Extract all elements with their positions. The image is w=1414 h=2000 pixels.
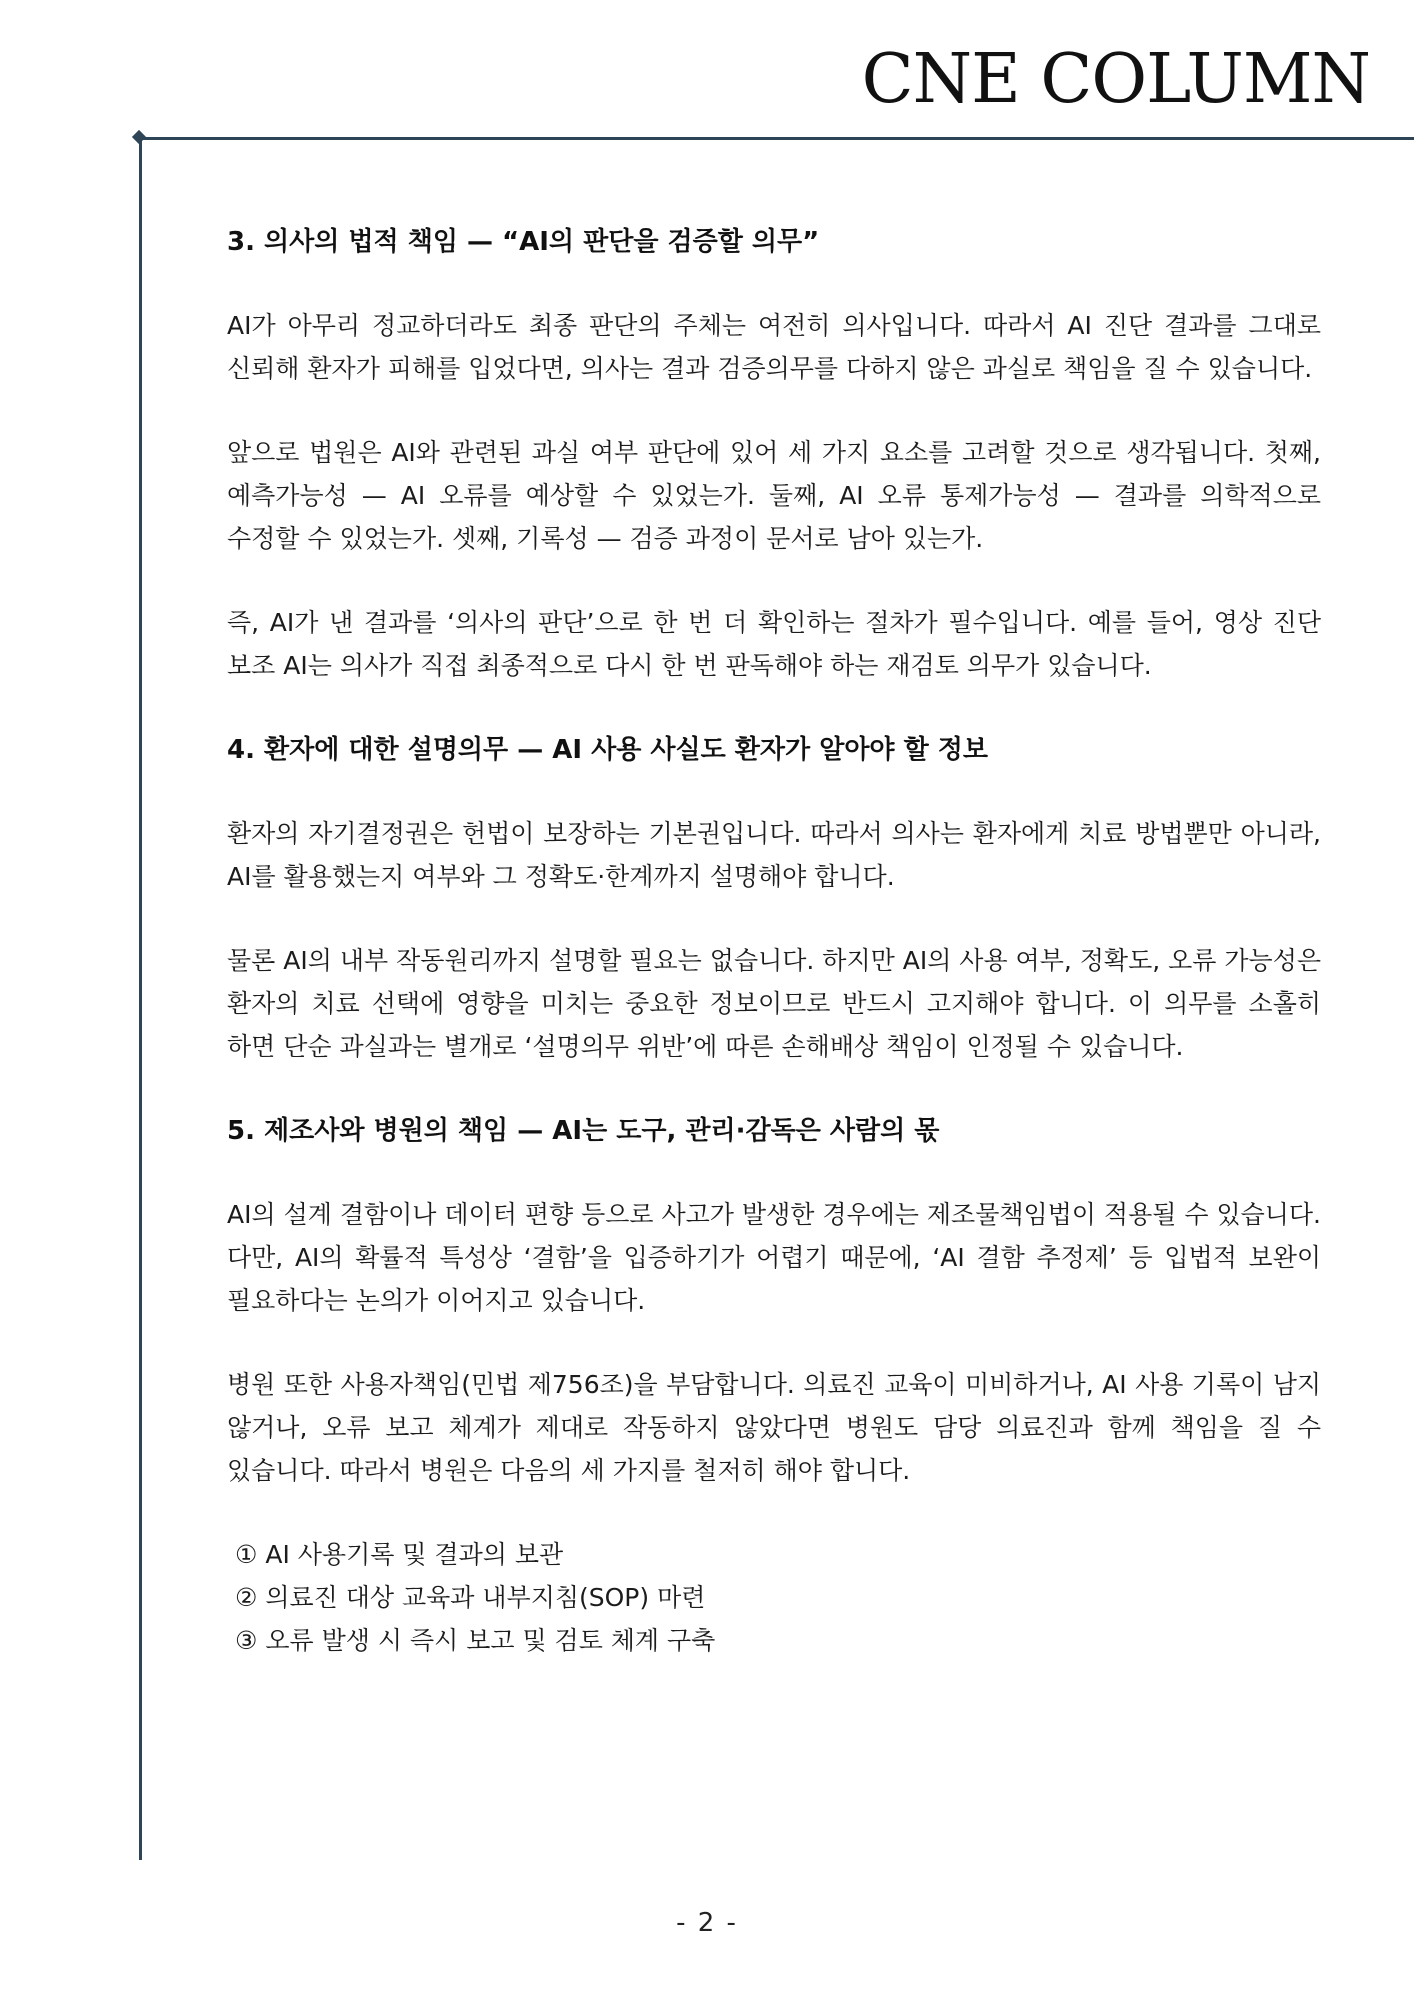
section-heading: 4. 환자에 대한 설명의무 — AI 사용 사실도 환자가 알아야 할 정보: [227, 735, 989, 765]
margin-rule: [139, 138, 142, 1860]
article-body: [227, 220, 1321, 1662]
masthead-title: CNE COLUMN: [861, 40, 1370, 119]
paragraph: AI가 아무리 정교하더라도 최종 판단의 주체는 여전히 의사입니다. 따라서 AI 진단 결과를 그대로 신뢰해 환자가 피해를 입었다면, 의사는 결과 검증의무를 다하지 않은 과실로 책임을 질 수 있습니다.: [227, 311, 1321, 383]
list-item: ① AI 사용기록 및 결과의 보관: [235, 1540, 564, 1569]
list-item: ③ 오류 발생 시 즉시 보고 및 검토 체계 구축: [235, 1626, 716, 1655]
hospital-duties-list: [227, 1533, 1321, 1662]
section-heading: 3. 의사의 법적 책임 — “AI의 판단을 검증할 의무”: [227, 227, 820, 257]
list-item: ② 의료진 대상 교육과 내부지침(SOP) 마련: [235, 1583, 706, 1612]
section-5: [227, 1109, 1321, 1662]
paragraph: 즉, AI가 낸 결과를 ‘의사의 판단’으로 한 번 더 확인하는 절차가 필수입니다. 예를 들어, 영상 진단 보조 AI는 의사가 직접 최종적으로 다시 한 번 판독해야 하는 재검토 의무가 있습니다.: [227, 608, 1321, 680]
paragraph: 병원 또한 사용자책임(민법 제756조)을 부담합니다. 의료진 교육이 미비하거나, AI 사용 기록이 남지 않거나, 오류 보고 체계가 제대로 작동하지 않았다면 병원도 담당 의료진과 함께 책임을 질 수 있습니다. 따라서 병원은 다음의 세 가지를 철저히 해야 합니다.: [227, 1370, 1321, 1485]
header-rule: [140, 137, 1414, 140]
section-4: [227, 728, 1321, 1068]
page-number: - 2 -: [676, 1908, 738, 1938]
rule-corner-ornament: [132, 130, 146, 144]
paragraph: 환자의 자기결정권은 헌법이 보장하는 기본권입니다. 따라서 의사는 환자에게 치료 방법뿐만 아니라, AI를 활용했는지 여부와 그 정확도·한계까지 설명해야 합니다.: [227, 819, 1321, 891]
paragraph: 앞으로 법원은 AI와 관련된 과실 여부 판단에 있어 세 가지 요소를 고려할 것으로 생각됩니다. 첫째, 예측가능성 — AI 오류를 예상할 수 있었는가. 둘째, AI 오류 통제가능성 — 결과를 의학적으로 수정할 수 있었는가. 셋째, 기록성 — 검증 과정이 문서로 남아 있는가.: [227, 438, 1321, 553]
paragraph: 물론 AI의 내부 작동원리까지 설명할 필요는 없습니다. 하지만 AI의 사용 여부, 정확도, 오류 가능성은 환자의 치료 선택에 영향을 미치는 중요한 정보이므로 반드시 고지해야 합니다. 이 의무를 소홀히 하면 단순 과실과는 별개로 ‘설명의무 위반’에 따른 손해배상 책임이 인정될 수 있습니다.: [227, 946, 1321, 1061]
section-heading: 5. 제조사와 병원의 책임 — AI는 도구, 관리·감독은 사람의 몫: [227, 1116, 940, 1146]
paragraph: AI의 설계 결함이나 데이터 편향 등으로 사고가 발생한 경우에는 제조물책임법이 적용될 수 있습니다. 다만, AI의 확률적 특성상 ‘결함’을 입증하기가 어렵기 때문에, ‘AI 결함 추정제’ 등 입법적 보완이 필요하다는 논의가 이어지고 있습니다.: [227, 1200, 1321, 1315]
section-3: [227, 220, 1321, 687]
